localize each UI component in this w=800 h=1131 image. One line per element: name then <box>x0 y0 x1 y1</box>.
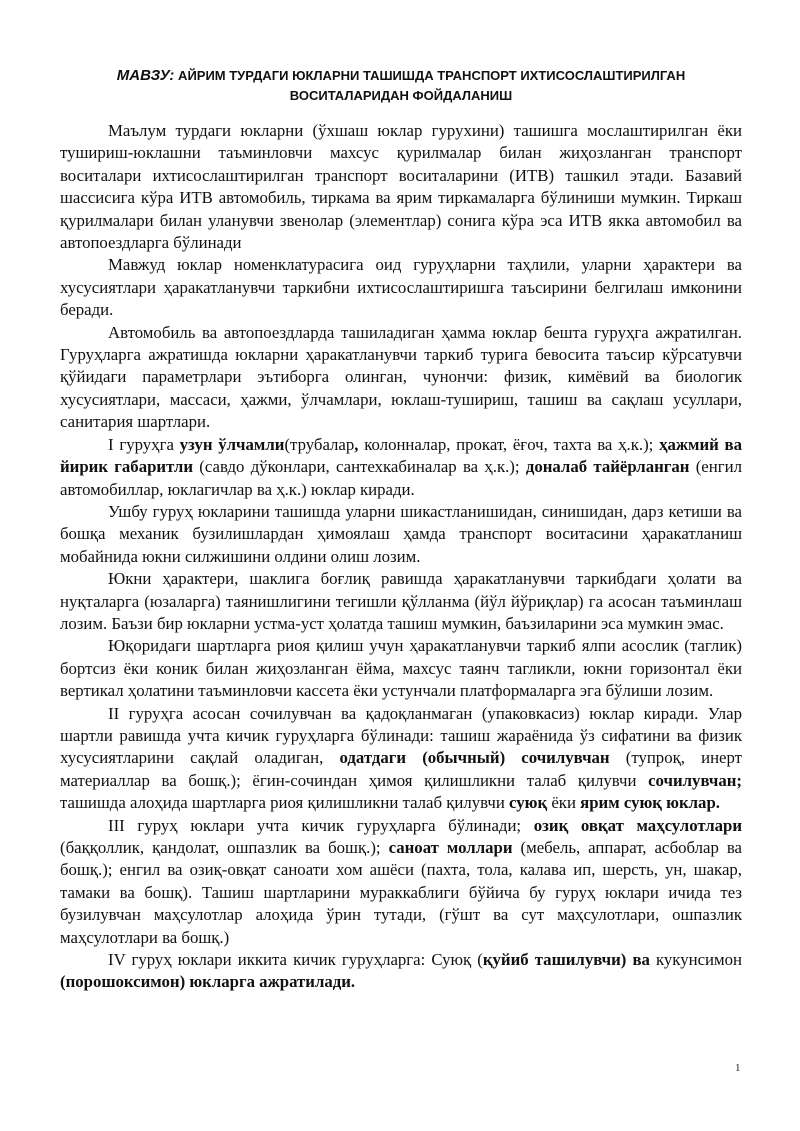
text-run: Маълум турдаги юкларни (ўхшаш юклар гурухини) ташишга мослаштирилган ёки тушириш-юклашни таъминловчи махсус қурилмалар билан жиҳозланган транспорт воситалари ихтисослаштирилган транспорт воситаларини (ИТВ) ташкил этади. Базавий шассисига кўра ИТВ автомобиль, тиркама ва ярим тиркамаларга бўлиниши мумкин. Тиркаш қурилмалари билан уланувчи звенолар (элементлар) сонига кўра эса ИТВ якка автомобил ва автопоездларга бўлинади <box>60 121 742 253</box>
document-body <box>60 120 742 994</box>
paragraph <box>60 322 742 434</box>
text-run: ёки <box>547 793 581 813</box>
bold-text: доналаб тайёрланган <box>525 457 690 477</box>
text-run: Ушбу гуруҳ юкларини ташишда уларни шикастланишидан, синишидан, дарз кетиши ва бошқа механик бузилишлардан ҳимоялаш ҳамда транспорт воситасини ҳаракатланиш мобайнида юкни силжишини олдини олиш лозим. <box>60 501 742 566</box>
bold-text: ярим суюқ юклар. <box>580 793 720 813</box>
text-run: II гуруҳга асосан сочилувчан ва қадоқланмаган (упаковкасиз) юклар киради. Улар шартли равишда учта кичик гуруҳларга бўлинади: ташиш жараёнида ўз сифатини ва физик хусусиятларини сақлай оладиган, <box>60 703 742 768</box>
text-run: Юкни ҳарактери, шаклига боғлиқ равишда ҳаракатланувчи таркибдаги ҳолати ва нуқталарга (юзаларга) таянишлигини тегишли қўлланма (йўл йўриқлар) га асосан таъминлаш лозим. Баъзи бир юкларни устма-уст ҳолатда ташиш мумкин, баъзиларини эса мумкин эмас. <box>60 569 742 633</box>
bold-text: озиқ овқат маҳсулотлари <box>533 815 742 835</box>
paragraph <box>60 434 742 501</box>
paragraph <box>60 120 742 254</box>
bold-text: саноат моллари <box>388 838 513 857</box>
paragraph <box>60 635 742 702</box>
text-run: I гуруҳга <box>108 434 180 454</box>
text-run: (енгил автомобиллар, юклагичлар ва ҳ.к.) юклар киради. <box>60 457 742 499</box>
paragraph <box>60 703 742 815</box>
bold-text: суюқ <box>509 793 548 813</box>
document-title <box>60 66 742 106</box>
title-text-1: АЙРИМ ТУРДАГИ ЮКЛАРНИ ТАШИШДА ТРАНСПОРТ ИХТИСОСЛАШТИРИЛГАН <box>174 68 686 83</box>
paragraph <box>60 949 742 994</box>
text-run: III гуруҳ юклари учта кичик гуруҳларга бўлинади; <box>108 815 534 835</box>
text-run: ташишда алоҳида шартларга риоя қилишликни талаб қилувчи <box>60 793 510 813</box>
text-run: Автомобиль ва автопоездларда ташиладиган ҳамма юклар бешта гуруҳга ажратилган. Гуруҳларга ажратишда юкларни ҳаракатланувчи таркиб турига бевосита таъсир кўрсатувчи қўйидаги параметрлари эътиборга олинган, чунончи: физик, кимёвий ва биологик хусусиятлари, массаси, ҳажми, ўлчамлари, юклаш-тушириш, ташиш ва сақлаш усуллари, санитария шартлари. <box>60 322 742 432</box>
text-run: (савдо дўконлари, сантехкабиналар ва ҳ.к.); <box>193 457 526 477</box>
bold-text: , <box>354 434 359 454</box>
text-run: IV гуруҳ юклари иккита кичик гуруҳларга: Суюқ ( <box>108 950 483 970</box>
page-number: 1 <box>735 1062 741 1074</box>
paragraph <box>60 568 742 635</box>
bold-text: одатдаги (обычный) сочилувчан <box>339 748 610 768</box>
text-run: Мавжуд юклар номенклатурасига оид гуруҳларни таҳлили, уларни ҳарактери ва хусусиятлари ҳаракатланувчи таркибни ихтисослаштиришга таъсирини белгилаш имконини беради. <box>60 255 742 320</box>
title-lead: МАВЗУ: <box>116 67 175 84</box>
document-page <box>60 66 742 994</box>
paragraph <box>60 254 742 321</box>
text-run: (трубалар <box>284 434 355 454</box>
text-run: (мебель, аппарат, асбоблар ва бошқ.); енгил ва озиқ-овқат саноати хом ашёси (пахта, тола, калава ип, шерсть, ун, шакар, тамаки ва бошқ). Ташиш шартларини мураккаблиги бўйича бу гуруҳ юклари ичида тез бузилувчан маҳсулотлар алоҳида ўрин тутади, (гўшт ва сут маҳсулотлари, ошпазлик маҳсулотлари ва бошқ.) <box>60 838 743 947</box>
bold-text: (порошоксимон) юкларга ажратилади. <box>60 972 356 992</box>
text-run: Юқоридаги шартларга риоя қилиш учун ҳаракатланувчи таркиб ялпи асослик (таглик) бортсиз ёки коник билан жиҳозланган ёйма, махсус таянч тагликли, юкни горизонтал ёки вертикал ҳолатини таъминловчи кассета ёки устунчали платформаларга эга бўлиши лозим. <box>60 636 742 701</box>
bold-text: қуйиб ташилувчи) ва <box>482 950 650 970</box>
text-run: (баққоллик, қандолат, ошпазлик ва бошқ.); <box>60 838 389 857</box>
text-run: кукунсимон <box>649 950 742 970</box>
title-line-2: ВОСИТАЛАРИДАН ФОЙДАЛАНИШ <box>289 88 513 103</box>
text-run: колонналар, прокат, ёғоч, тахта ва ҳ.к.); <box>358 434 660 454</box>
bold-text: сочилувчан; <box>648 770 742 790</box>
bold-text: ҳажмий ва йирик габаритли <box>60 434 742 477</box>
title-line-1 <box>60 66 742 86</box>
paragraph <box>60 501 742 568</box>
text-run: (тупроқ, инерт материаллар ва бошқ.); ёгин-сочиндан ҳимоя қилишликни талаб қилувчи <box>60 748 742 790</box>
paragraph <box>60 815 742 949</box>
bold-text: узун ўлчамли <box>179 434 285 454</box>
